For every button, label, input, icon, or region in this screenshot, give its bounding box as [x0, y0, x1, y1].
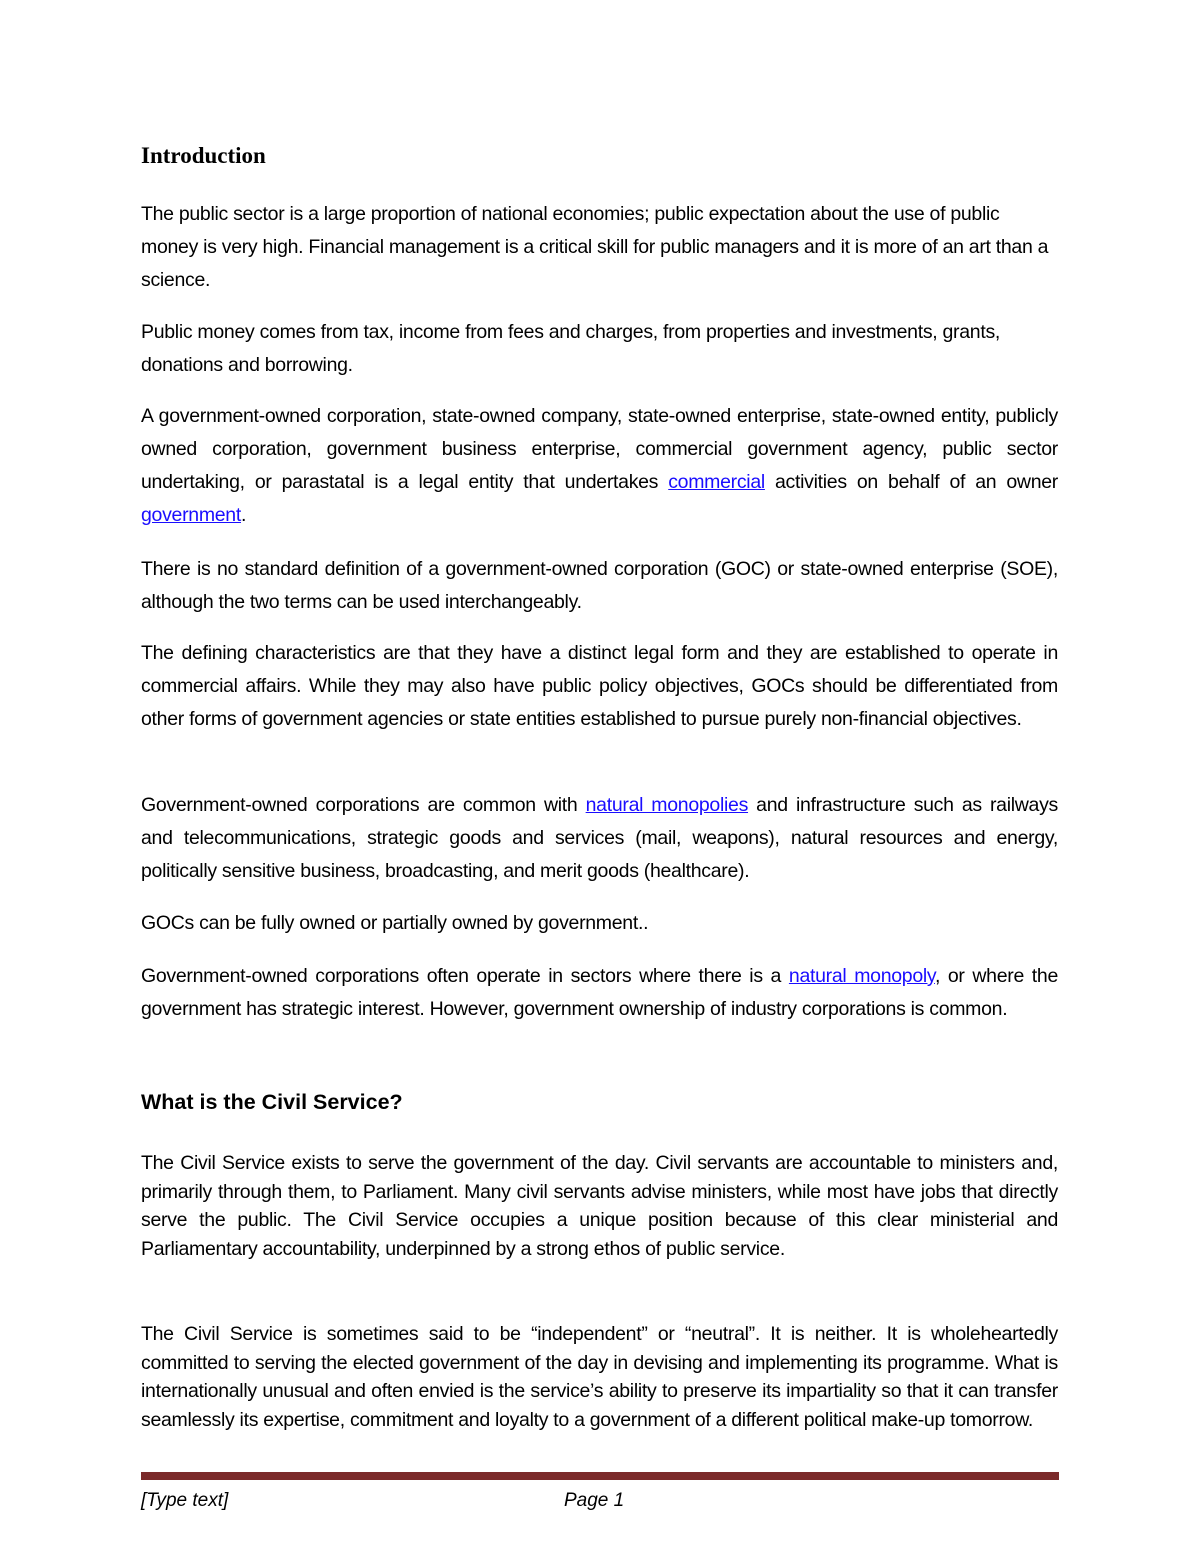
- paragraph-sectors: [141, 960, 1058, 1026]
- text-span: .: [240, 504, 247, 526]
- paragraph-no-standard-definition: There is no standard definition of a government-owned corporation (GOC) or state-owned enterprise (SOE), although the two terms can be used interchangeably.: [141, 558, 1058, 613]
- paragraph-ownership: GOCs can be fully owned or partially owned by government..: [141, 912, 649, 934]
- paragraph-public-sector: The public sector is a large proportion of national economies; public expectation about the use of public money is very high. Financial management is a critical skill for public managers and it is more of an art than a science.: [141, 203, 1049, 291]
- text-span: activities on behalf of an owner: [764, 471, 1058, 493]
- paragraph-civil-service-neutrality: The Civil Service is sometimes said to be “independent” or “neutral”. It is neither. It is wholeheartedly committed to serving the elected government of the day in devising and implementing its programme. What is internationally unusual and often envied is the service’s ability to preserve its impartiality so that it can transfer seamlessly its expertise, commitment and loyalty to a government of a different political make-up tomorrow.: [141, 1323, 1058, 1431]
- link-natural-monopolies[interactable]: natural monopolies: [585, 794, 749, 816]
- text-span: Government-owned corporations are common with: [141, 794, 586, 816]
- link-commercial[interactable]: commercial: [668, 471, 765, 493]
- text-span: Government-owned corporations often operate in sectors where there is a: [141, 965, 789, 987]
- text-span: A government-owned corporation, state-owned company, state-owned enterprise, state-owned entity, publicly owned corporation, government business enterprise, commercial government agency, public sector undertaking, or parastatal is a legal entity that undertakes: [141, 405, 1058, 493]
- footer-rule: [141, 1472, 1059, 1480]
- paragraph-common-with-monopolies: [141, 789, 1058, 888]
- footer-page-number: Page 1: [564, 1490, 625, 1511]
- heading-civil-service: What is the Civil Service?: [141, 1090, 403, 1114]
- link-natural-monopoly[interactable]: natural monopoly: [788, 965, 935, 987]
- paragraph-public-money: Public money comes from tax, income from fees and charges, from properties and investments, grants, donations and borrowing.: [141, 321, 1001, 376]
- link-government[interactable]: government: [141, 504, 241, 526]
- footer-type-text: [Type text]: [141, 1490, 229, 1511]
- text-span: and infrastructure such as railways and telecommunications, strategic goods and services (mail, weapons), natural resources and energy, politically sensitive business, broadcasting, and merit goods (healthcare).: [141, 794, 1058, 882]
- paragraph-goc-definition: [141, 400, 1058, 532]
- heading-introduction: Introduction: [141, 143, 266, 168]
- text-span: , or where the government has strategic interest. However, government ownership of industry corporations is common.: [141, 965, 1058, 1020]
- paragraph-defining-characteristics: The defining characteristics are that they have a distinct legal form and they are established to operate in commercial affairs. While they may also have public policy objectives, GOCs should be differentiated from other forms of government agencies or state entities established to pursue purely non-financial objectives.: [141, 642, 1058, 730]
- paragraph-civil-service-role: The Civil Service exists to serve the government of the day. Civil servants are accountable to ministers and, primarily through them, to Parliament. Many civil servants advise ministers, while most have jobs that directly serve the public. The Civil Service occupies a unique position because of this clear ministerial and Parliamentary accountability, underpinned by a strong ethos of public service.: [141, 1152, 1058, 1260]
